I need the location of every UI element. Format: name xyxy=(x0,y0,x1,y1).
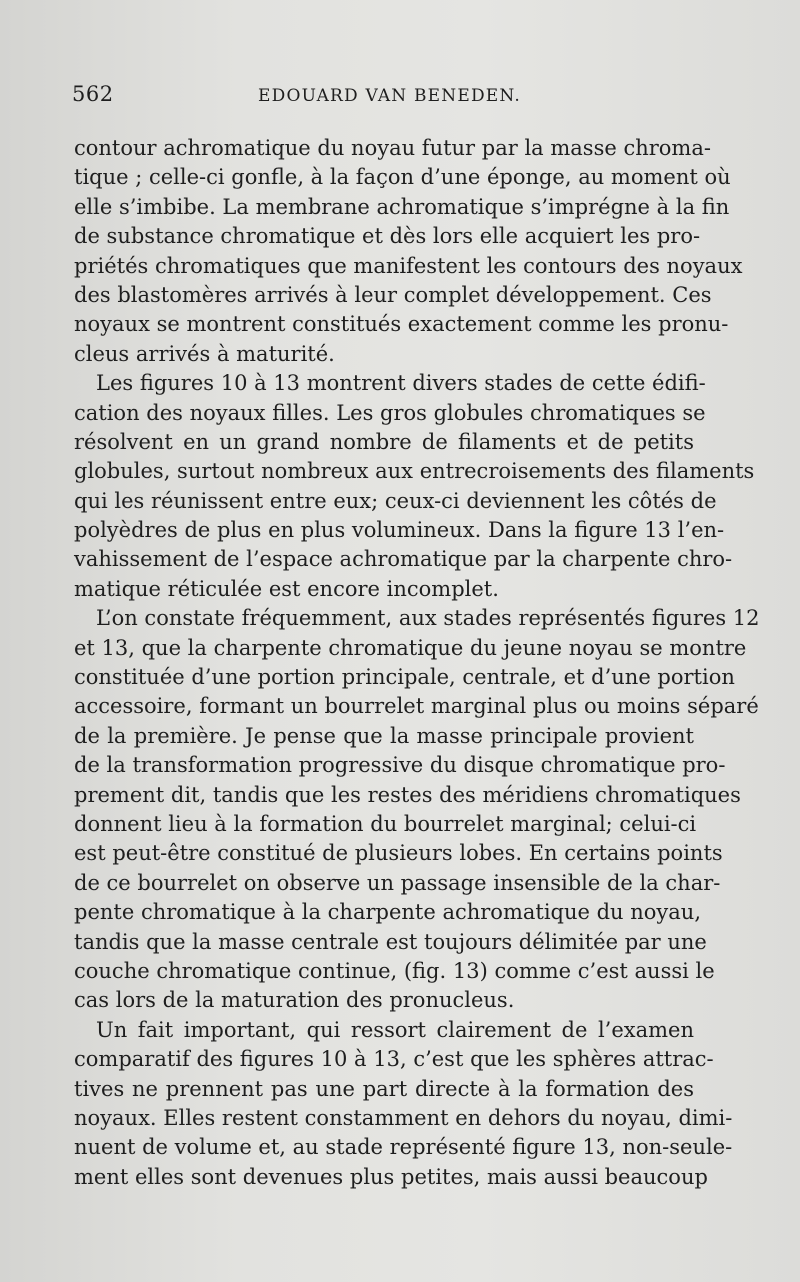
text-line: couche chromatique continue, (fig. 13) comme c’est aussi le xyxy=(74,958,715,983)
page-header xyxy=(72,82,692,112)
text-line: pente chromatique à la charpente achromatique du noyau, xyxy=(74,900,701,925)
body-text xyxy=(74,134,760,1192)
text-line: prement dit, tandis que les restes des méridiens chromatiques xyxy=(74,782,741,807)
text-line: tique ; celle-ci gonfle, à la façon d’une éponge, au moment où xyxy=(74,165,731,190)
text-line: globules, surtout nombreux aux entrecroisements des filaments xyxy=(74,459,755,484)
text-line: accessoire, formant un bourrelet marginal plus ou moins séparé xyxy=(74,694,759,719)
text-line: constituée d’une portion principale, centrale, et d’une portion xyxy=(74,665,735,690)
text-line: contour achromatique du noyau futur par la masse chroma- xyxy=(74,136,711,160)
text-line: de la première. Je pense que la masse principale provient xyxy=(74,723,694,748)
text-line: noyaux. Elles restent constamment en dehors du noyau, dimi- xyxy=(74,1105,733,1130)
text-line: nuent de volume et, au stade représenté figure 13, non-seule- xyxy=(74,1135,733,1160)
text-line: comparatif des figures 10 à 13, c’est que les sphères attrac- xyxy=(74,1047,714,1072)
text-line: qui les réunissent entre eux; ceux-ci deviennent les côtés de xyxy=(74,488,717,513)
text-line: tives ne prennent pas une part directe à la formation des xyxy=(74,1076,694,1101)
running-head: EDOUARD VAN BENEDEN. xyxy=(258,86,521,106)
text-line: des blastomères arrivés à leur complet développement. Ces xyxy=(74,282,712,307)
text-line: ment elles sont devenues plus petites, mais aussi beaucoup xyxy=(74,1164,708,1189)
text-line: de substance chromatique et dès lors elle acquiert les pro- xyxy=(74,224,701,249)
text-line: donnent lieu à la formation du bourrelet marginal; celui-ci xyxy=(74,811,697,836)
paragraph xyxy=(74,1016,733,1192)
text-line: cation des noyaux filles. Les gros globules chromatiques se xyxy=(74,400,706,425)
text-line: L’on constate fréquemment, aux stades représentés figures 12 xyxy=(96,606,760,631)
text-line: vahissement de l’espace achromatique par la charpente chro- xyxy=(74,547,733,572)
text-line: résolvent en un grand nombre de filaments et de petits xyxy=(74,429,694,454)
text-line: noyaux se montrent constitués exactement comme les pronu- xyxy=(74,312,729,337)
text-line: de ce bourrelet on observe un passage insensible de la char- xyxy=(74,870,721,895)
text-line: priétés chromatiques que manifestent les contours des noyaux xyxy=(74,253,743,278)
text-line: matique réticulée est encore incomplet. xyxy=(74,576,499,601)
text-line: cas lors de la maturation des pronucleus. xyxy=(74,988,515,1013)
text-line: tandis que la masse centrale est toujours délimitée par une xyxy=(74,929,707,954)
paragraph xyxy=(74,134,743,369)
text-line: polyèdres de plus en plus volumineux. Dans la figure 13 l’en- xyxy=(74,518,725,543)
text-line: et 13, que la charpente chromatique du jeune noyau se montre xyxy=(74,635,747,660)
text-line: Un fait important, qui ressort clairement de l’examen xyxy=(96,1017,694,1042)
text-line: Les figures 10 à 13 montrent divers stades de cette édifi- xyxy=(96,371,706,396)
paragraph xyxy=(74,604,760,1015)
text-line: de la transformation progressive du disque chromatique pro- xyxy=(74,753,726,778)
paragraph xyxy=(74,369,755,604)
text-line: elle s’imbibe. La membrane achromatique s’imprégne à la fin xyxy=(74,194,730,219)
text-line: cleus arrivés à maturité. xyxy=(74,341,335,366)
page-number: 562 xyxy=(72,82,114,106)
text-line: est peut-être constitué de plusieurs lobes. En certains points xyxy=(74,841,723,866)
